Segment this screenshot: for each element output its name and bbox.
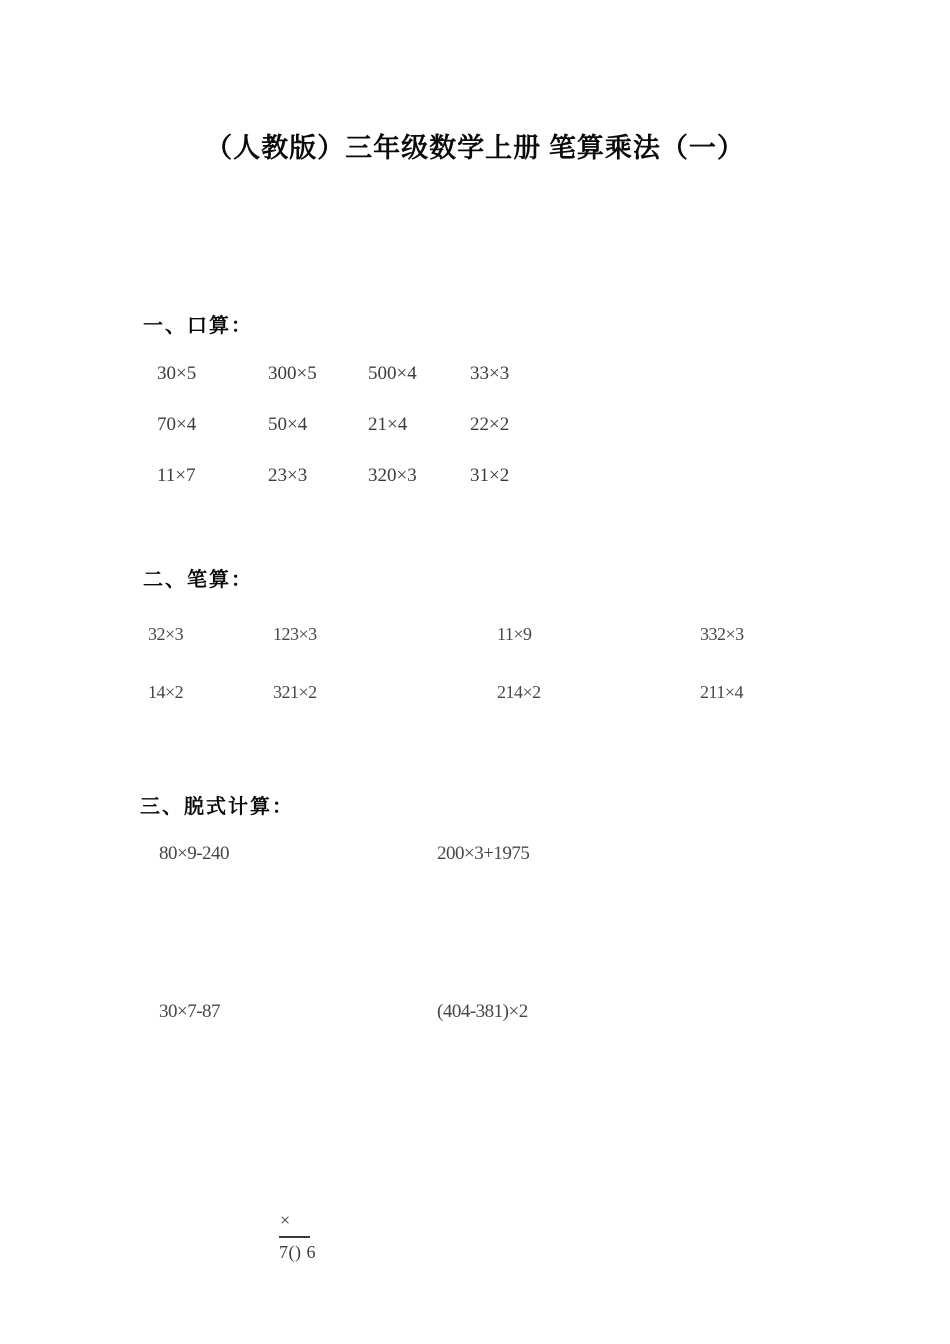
math-expression: 80×9-240	[159, 843, 230, 864]
math-expression: 211×4	[700, 682, 743, 702]
math-expression: 500×4	[368, 363, 417, 384]
math-expression: 11×7	[157, 465, 196, 486]
math-expression: 30×7-87	[159, 1001, 221, 1022]
math-expression: 23×3	[268, 465, 308, 486]
math-expression: 50×4	[268, 414, 308, 435]
math-expression: 321×2	[273, 682, 317, 702]
section-oral-heading: 一、口算：	[143, 315, 253, 337]
math-expression: 31×2	[470, 465, 510, 486]
section-stepwise-heading: 三、脱式计算：	[140, 796, 294, 818]
math-expression: 11×9	[497, 624, 532, 644]
math-expression: 14×2	[148, 682, 184, 702]
stepwise-row-1	[159, 843, 529, 865]
vertical-calc-bottom-row: 7() 6	[279, 1242, 316, 1262]
math-expression: 214×2	[497, 682, 541, 702]
vertical-multiplication-fragment	[279, 1210, 316, 1263]
math-expression: 32×3	[148, 624, 184, 644]
math-expression: (404-381)×2	[437, 1001, 528, 1022]
vinculum-line	[279, 1236, 310, 1238]
section-written-heading: 二、笔算：	[143, 569, 253, 591]
math-expression: 70×4	[157, 414, 197, 435]
multiply-sign: ×	[280, 1210, 291, 1230]
stepwise-row-2	[159, 1001, 528, 1023]
math-expression: 22×2	[470, 414, 510, 435]
math-expression: 33×3	[470, 363, 510, 384]
math-expression: 300×5	[268, 363, 317, 384]
math-expression: 123×3	[273, 624, 317, 644]
math-expression: 332×3	[700, 624, 744, 644]
math-expression: 30×5	[157, 363, 197, 384]
worksheet-title: （人教版）三年级数学上册 笔算乘法（一）	[205, 133, 745, 163]
math-expression: 200×3+1975	[437, 843, 530, 864]
math-expression: 320×3	[368, 465, 417, 486]
math-expression: 21×4	[368, 414, 408, 435]
